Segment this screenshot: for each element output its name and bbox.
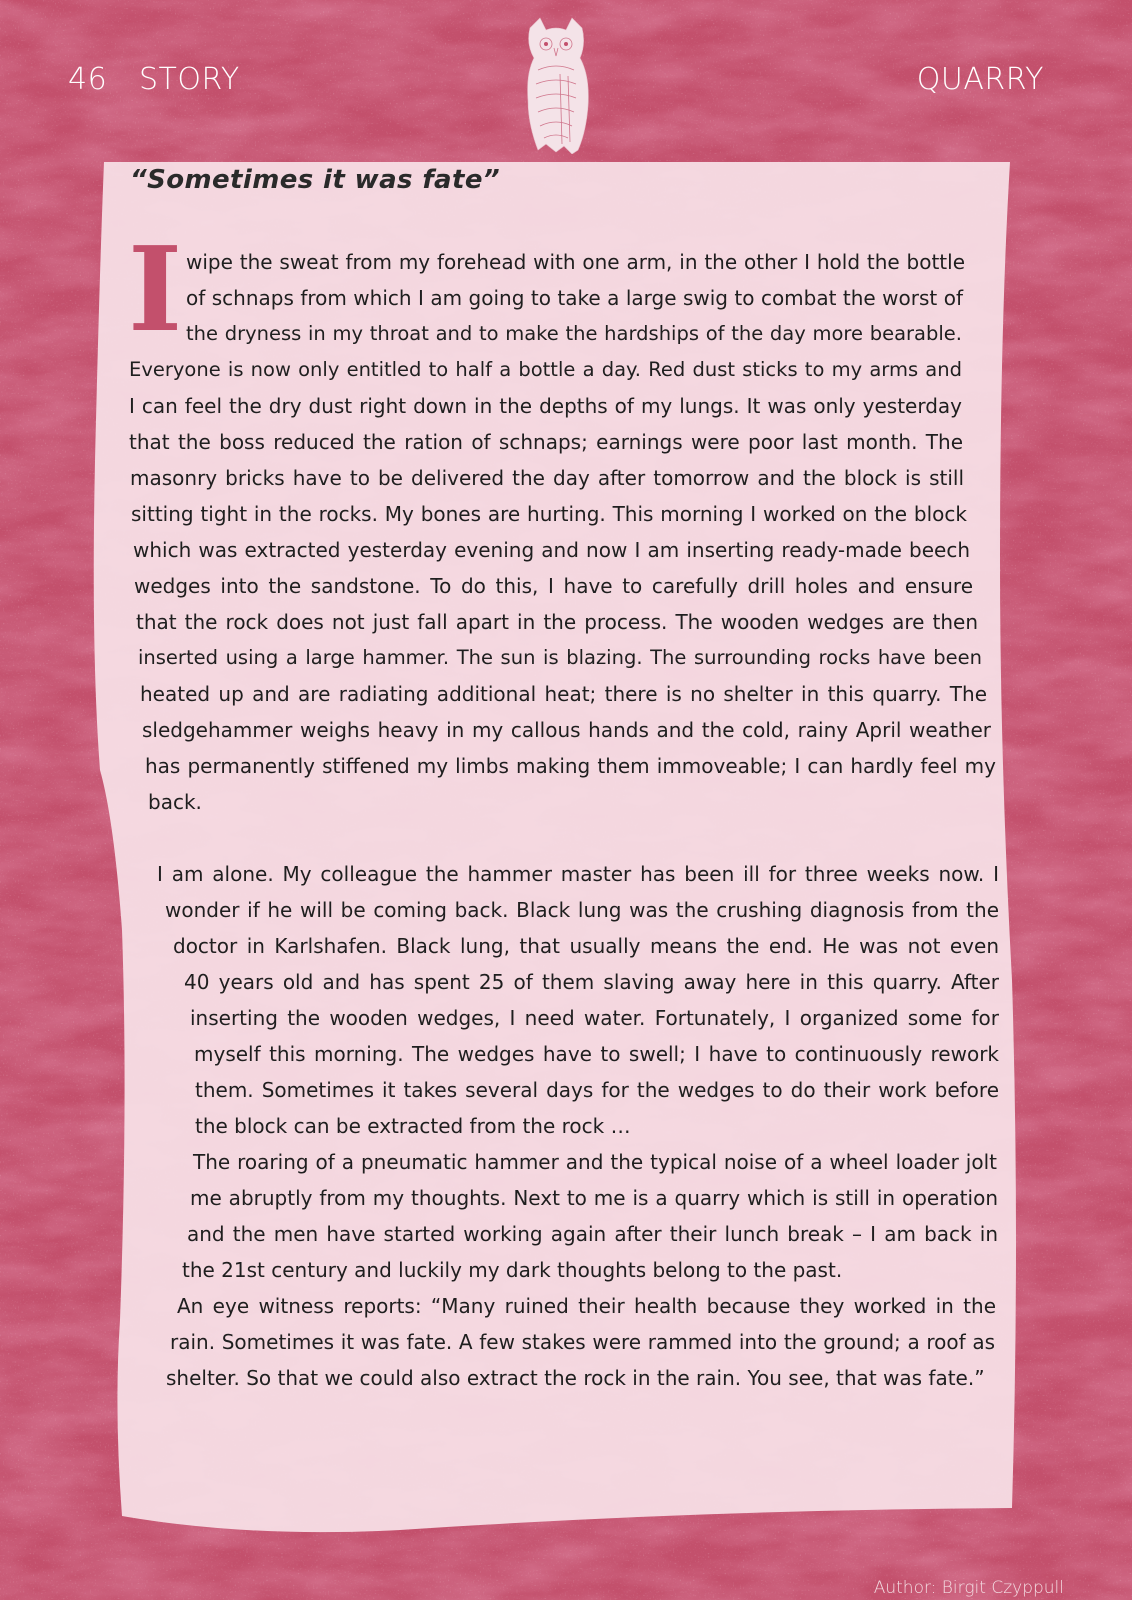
body-line: An eye witness reports: “Many ruined their health because they worked in the: [177, 1294, 996, 1318]
body-line: 40 years old and has spent 25 of them slaving away here in this quarry. After: [184, 970, 999, 994]
body-line: heated up and are radiating additional heat; there is no shelter in this quarry. The: [140, 682, 987, 706]
body-line: which was extracted yesterday evening and now I am inserting ready-made beech: [133, 538, 970, 562]
body-line: I am alone. My colleague the hammer master has been ill for three weeks now. I: [157, 862, 999, 886]
body-line: the block can be extracted from the rock …: [195, 1114, 631, 1138]
chapter-label: QUARRY: [916, 62, 1044, 97]
body-line: and the men have started working again after their lunch break – I am back in: [187, 1222, 998, 1246]
body-line: shelter. So that we could also extract the rock in the rain. You see, that was fate.”: [166, 1366, 985, 1390]
body-line: the 21st century and luckily my dark thoughts belong to the past.: [182, 1258, 843, 1282]
body-line: inserted using a large hammer. The sun is blazing. The surrounding rocks have been: [138, 646, 982, 669]
body-line: that the boss reduced the ration of schnaps; earnings were poor last month. The: [129, 430, 963, 454]
body-line: that the rock does not just fall apart in the process. The wooden wedges are then: [136, 610, 978, 634]
body-line: rain. Sometimes it was fate. A few stakes were rammed into the ground; a roof as: [170, 1330, 995, 1354]
body-line: masonry bricks have to be delivered the day after tomorrow and the block is still: [130, 466, 964, 490]
body-line: them. Sometimes it takes several days for the wedges to do their work before: [195, 1078, 999, 1102]
body-line: has permanently stiffened my limbs making them immoveable; I can hardly feel my: [145, 754, 996, 778]
body-line: wipe the sweat from my forehead with one arm, in the other I hold the bottle: [186, 250, 965, 274]
body-line: Everyone is now only entitled to half a bottle a day. Red dust sticks to my arms and: [129, 358, 962, 381]
author-credit: Author: Birgit Czyppull: [873, 1578, 1064, 1598]
body-line: sitting tight in the rocks. My bones are hurting. This morning I worked on the block: [131, 502, 967, 526]
body-line: sledgehammer weighs heavy in my callous hands and the cold, rainy April weather: [142, 718, 991, 742]
body-line: inserting the wooden wedges, I need water. Fortunately, I organized some for: [190, 1006, 999, 1030]
body-line: me abruptly from my thoughts. Next to me is a quarry which is still in operation: [190, 1186, 998, 1210]
page-number: 46: [68, 62, 108, 97]
section-label: STORY: [139, 62, 240, 97]
drop-cap: I: [128, 222, 183, 358]
article-title: “Sometimes it was fate”: [130, 165, 501, 195]
body-line: of schnaps from which I am going to take a large swig to combat the worst of: [186, 286, 963, 310]
body-line: doctor in Karlshafen. Black lung, that usually means the end. He was not even: [173, 934, 999, 958]
body-line: myself this morning. The wedges have to swell; I have to continuously rework: [194, 1042, 999, 1066]
body-line: The roaring of a pneumatic hammer and the typical noise of a wheel loader jolt: [193, 1150, 997, 1174]
body-line: back.: [148, 790, 202, 814]
body-line: wedges into the sandstone. To do this, I have to carefully drill holes and ensure: [134, 574, 973, 598]
body-line: wonder if he will be coming back. Black lung was the crushing diagnosis from the: [165, 898, 999, 922]
body-line: I can feel the dry dust right down in the depths of my lungs. It was only yesterday: [129, 394, 962, 418]
body-line: the dryness in my throat and to make the hardships of the day more bearable.: [186, 322, 962, 345]
